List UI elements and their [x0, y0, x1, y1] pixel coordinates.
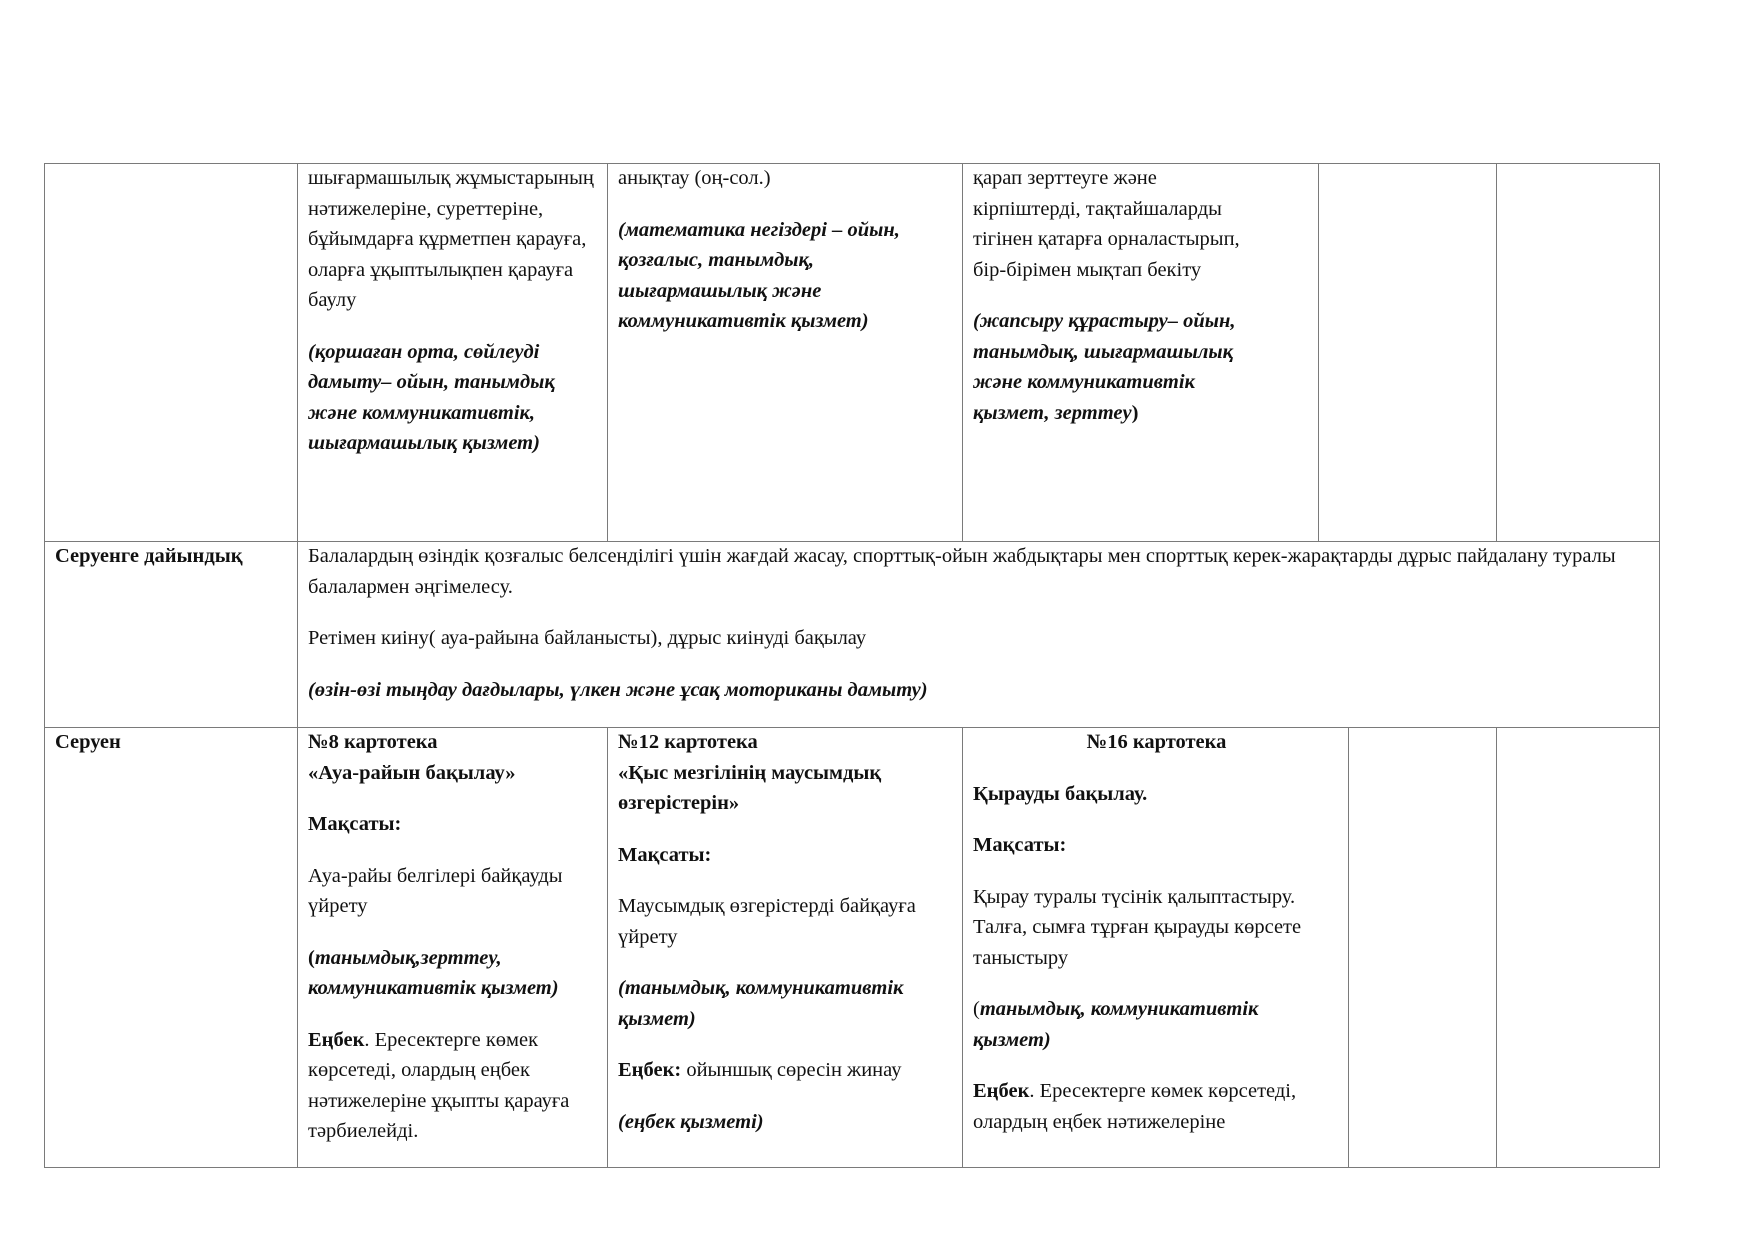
row3-col1-card: №8 картотека: [308, 731, 438, 753]
row2-label: Серуенге дайындық: [55, 545, 243, 567]
table-border-right: [1659, 163, 1660, 1168]
row1-col3-note-end: ): [1131, 401, 1139, 424]
row1-col3-text: қарап зерттеуге және кірпіштерді, тақтайшаларды тігінен қатарға орналастырып, бір-бірімен мықтап бекіту: [973, 167, 1240, 281]
row2-paragraph-1: Балалардың өзіндік қозғалыс белсенділігі үшін жағдай жасау, спорттық-ойын жабдықтары мен спорттық керек-жарақтарды дұрыс пайдалану туралы балалармен әңгімелесу.: [308, 545, 1616, 598]
row3-col3-cell: [962, 727, 1348, 1137]
row2-paragraph-3: (өзін-өзі тыңдау дағдылары, үлкен және ұсақ моториканы дамыту): [308, 678, 928, 701]
row3-col3-note: (танымдық, коммуникативтік қызмет): [973, 998, 1259, 1051]
row3-col3-goal-label: Мақсаты:: [973, 834, 1067, 856]
table-border-r1-c3: [1318, 163, 1319, 541]
table-border-left: [44, 163, 45, 1168]
row1-col1-cell: [297, 163, 607, 459]
row2-content: [297, 541, 1659, 705]
row1-col3-cell: [962, 163, 1272, 428]
row1-col2-note: (математика негіздері – ойын, қозғалыс, танымдық, шығармашылық және коммуникативтік қызмет): [618, 218, 900, 332]
row3-col1-goal: Ауа-райы белгілері байқауды үйрету: [308, 864, 563, 917]
row3-col2-goal: Маусымдық өзгерістерді байқауға үйрету: [618, 895, 916, 948]
row3-col1-work: Еңбек. Ересектерге көмек көрсетеді, олардың еңбек нәтижелеріне ұқыпты қарауға тәрбиелейді.: [308, 1028, 570, 1142]
row1-col3-note-bold: (жапсыру құрастыру– ойын, танымдық, шығармашылық және коммуникативтік қызмет, зерттеу: [973, 310, 1236, 424]
row3-col3-work: Еңбек. Ересектерге көмек көрсетеді, олардың еңбек нәтижелеріне: [973, 1080, 1297, 1133]
row3-col1-note: (танымдық,зерттеу, коммуникативтік қызмет): [308, 946, 559, 999]
row1-col3-note: [973, 306, 1264, 428]
row3-col3-card: №16 картотека: [1086, 731, 1227, 753]
row3-col2-goal-label: Мақсаты:: [618, 843, 712, 866]
row3-col2-note: (танымдық, коммуникативтік қызмет): [618, 977, 904, 1030]
row3-col2-work-note: (еңбек қызметі): [618, 1110, 764, 1133]
row3-col2-card: №12 картотека: [618, 731, 758, 753]
row1-col2-text: анықтау (оң-сол.): [618, 167, 771, 189]
row3-col3-title: Қырауды бақылау.: [973, 782, 1148, 805]
row2-paragraph-2: Ретімен киіну( ауа-райына байланысты), дұрыс киінуді бақылау: [308, 627, 867, 649]
row1-col2-cell: [607, 163, 962, 337]
row3-label: Серуен: [55, 731, 121, 753]
row3-col3-goal: Қырау туралы түсінік қалыптастыру. Талға, сымға тұрған қырауды көрсете таныстыру: [973, 885, 1302, 969]
row3-col2-title: «Қыс мезгілінің маусымдық өзгерістерін»: [618, 761, 882, 814]
table-border-r3-c3: [1348, 727, 1349, 1168]
row3-col2-cell: [607, 727, 962, 1137]
row1-col1-text: шығармашылық жұмыстарының нәтижелеріне, суреттеріне, бұйымдарға құрметпен қарауға, оларға ұқыптылықпен қарауға баулу: [308, 167, 594, 311]
row3-col1-title: «Ауа-райын бақылау»: [308, 761, 516, 784]
row3-col1-goal-label: Мақсаты:: [308, 813, 402, 835]
row3-col1-cell: [297, 727, 607, 1147]
row1-col1-note: (қоршаған орта, сөйлеуді дамыту– ойын, танымдық және коммуникативтік, шығармашылық қызмет): [308, 340, 555, 454]
row3-col2-work: Еңбек: ойыншық сөресін жинау: [618, 1059, 902, 1081]
table-border-r3-c4: [1496, 727, 1497, 1168]
table-border-bottom: [44, 1167, 1660, 1168]
table-border-r1-c4: [1496, 163, 1497, 541]
